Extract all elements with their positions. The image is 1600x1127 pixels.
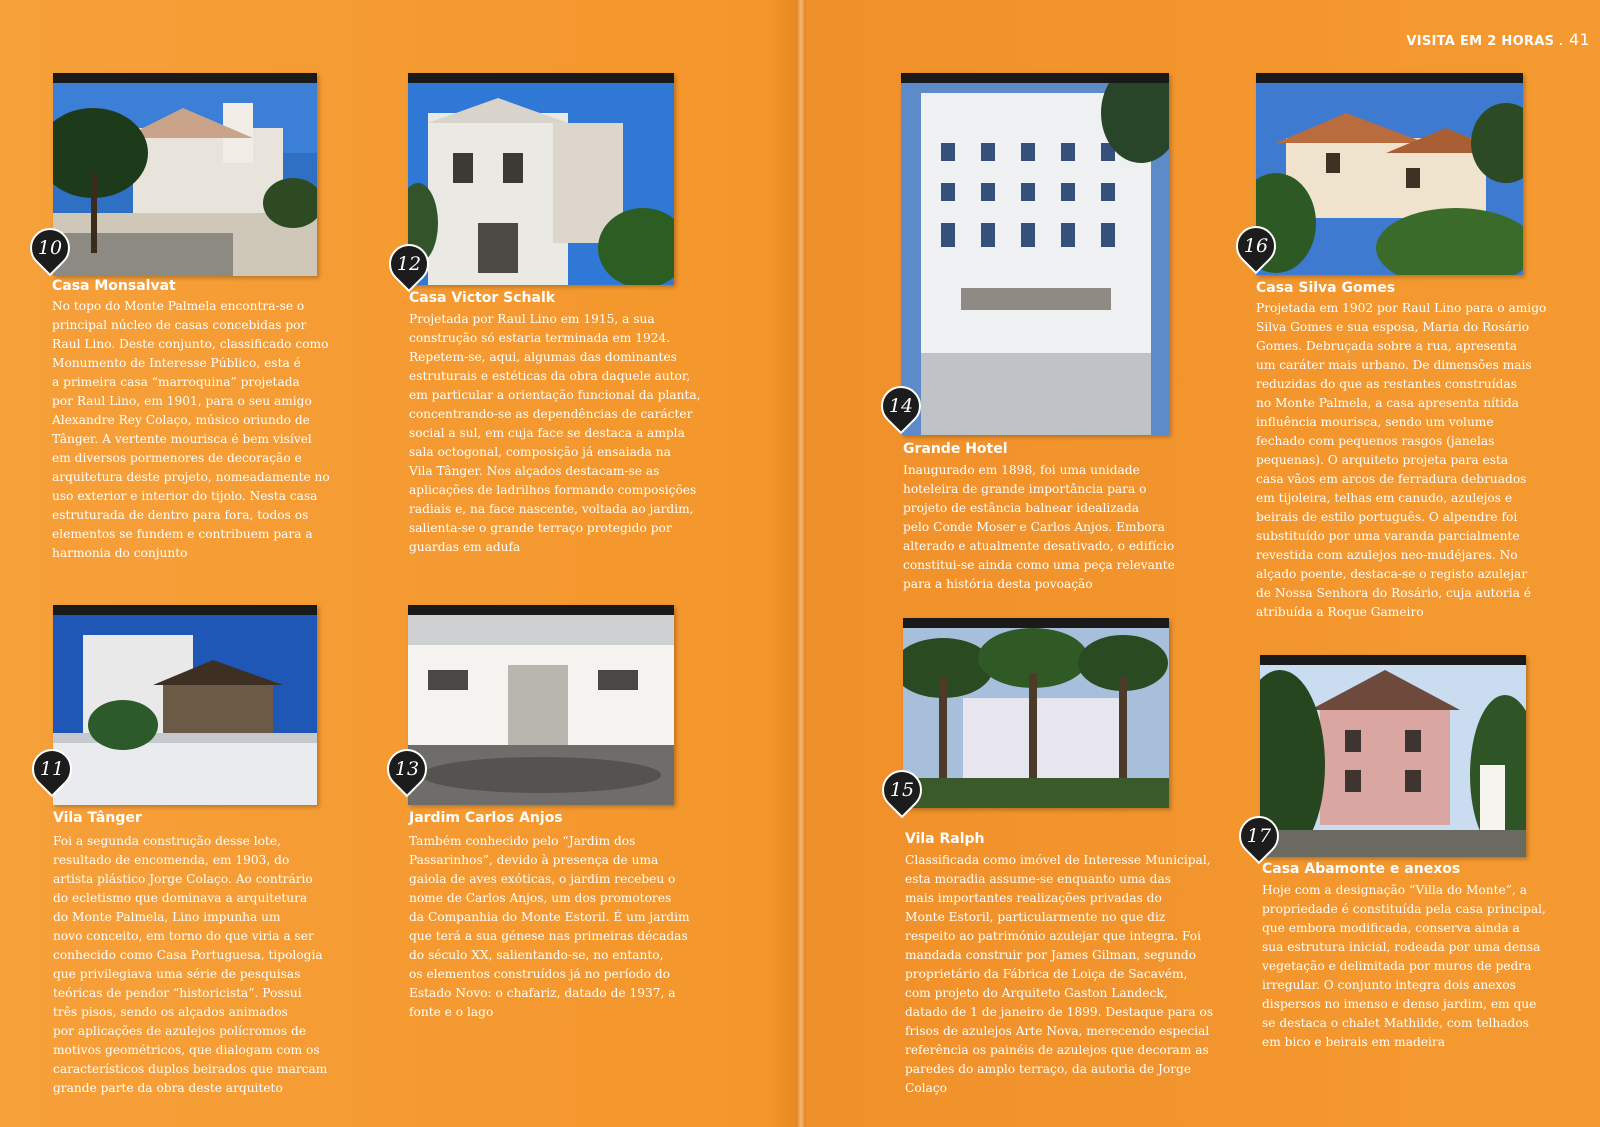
text-line: estruturais e estéticas da obra daquele autor,: [409, 369, 691, 383]
entry-body: [903, 461, 1223, 594]
text-line: revestida com azulejos neo-mudéjares. No: [1256, 548, 1518, 562]
text-line: frisos de azulejos Arte Nova, merecendo especial: [905, 1024, 1210, 1038]
photo-jardim-carlos-anjos: [408, 605, 674, 805]
text-line: Inaugurado em 1898, foi uma unidade: [903, 463, 1140, 477]
text-line: Alexandre Rey Colaço, músico oriundo de: [52, 413, 310, 427]
text-line: uso exterior e interior do tijolo. Nesta casa: [52, 489, 318, 503]
text-line: Silva Gomes e sua esposa, Maria do Rosário: [1256, 320, 1530, 334]
section-title: VISITA EM 2 HORAS: [1406, 34, 1555, 49]
pin-number: 17: [1246, 825, 1272, 847]
text-line: mais importantes realizações privadas do: [905, 891, 1162, 905]
pin-number: 11: [39, 758, 65, 780]
text-line: grande parte da obra deste arquiteto: [53, 1081, 283, 1095]
photo-grande-hotel: [901, 73, 1169, 435]
text-line: de Nossa Senhora do Rosário, cuja autoria é: [1256, 586, 1531, 600]
entry-title: Casa Victor Schalk: [409, 290, 556, 306]
text-line: salienta-se o grande terraço protegido por: [409, 521, 672, 535]
text-line: hoteleira de grande importância para o: [903, 482, 1147, 496]
text-line: se destaca o chalet Mathilde, com telhados: [1262, 1016, 1529, 1030]
text-line: novo conceito, em torno do que viria a ser: [53, 929, 314, 943]
photo-vila-tanger: [53, 605, 317, 805]
text-line: Passarinhos”, devido à presença de uma: [409, 853, 659, 867]
pin-number: 12: [396, 253, 422, 275]
text-line: respeito ao património azulejar que integra. Foi: [905, 929, 1201, 943]
text-line: em bico e beirais em madeira: [1262, 1035, 1445, 1049]
text-line: No topo do Monte Palmela encontra-se o: [52, 299, 305, 313]
page-header: [1406, 30, 1590, 49]
text-line: Estado Novo: o chafariz, datado de 1937, a: [409, 986, 676, 1000]
entry-title: Jardim Carlos Anjos: [409, 810, 563, 826]
pin-number: 10: [37, 237, 63, 259]
text-line: estruturada de dentro para fora, todos os: [52, 508, 309, 522]
text-line: motivos geométricos, que dialogam com os: [53, 1043, 320, 1057]
text-line: que privilegiava uma série de pesquisas: [53, 967, 301, 981]
text-line: do Monte Palmela, Lino impunha um: [53, 910, 281, 924]
text-line: irregular. O conjunto integra dois anexos: [1262, 978, 1516, 992]
text-line: social a sul, em cuja face se destaca a ampla: [409, 426, 685, 440]
text-line: Colaço: [905, 1081, 947, 1095]
text-line: da Companhia do Monte Estoril. É um jardim: [409, 910, 690, 924]
page-fold: [796, 0, 806, 1127]
text-line: casa vãos em arcos de ferradura debruados: [1256, 472, 1527, 486]
text-line: do ecletismo que dominava a arquitetura: [53, 891, 308, 905]
text-line: conhecido como Casa Portuguesa, tipologia: [53, 948, 323, 962]
text-line: construção só estaria terminada em 1924.: [409, 331, 671, 345]
text-line: Projetada por Raul Lino em 1915, a sua: [409, 312, 655, 326]
text-line: que terá a sua génese nas primeiras décadas: [409, 929, 688, 943]
entry-title: Vila Tânger: [53, 810, 142, 826]
text-line: nome de Carlos Anjos, um dos promotores: [409, 891, 672, 905]
text-line: fonte e o lago: [409, 1005, 494, 1019]
text-line: atribuída a Roque Gameiro: [1256, 605, 1424, 619]
text-line: três pisos, sendo os alçados animados: [53, 1005, 288, 1019]
text-line: guardas em adufa: [409, 540, 521, 554]
entry-body: [1262, 881, 1582, 1052]
entry-body: [905, 851, 1245, 1098]
text-line: sala octogonal, composição já ensaiada na: [409, 445, 671, 459]
text-line: do século XX, salientando-se, no entanto,: [409, 948, 664, 962]
text-line: artista plástico Jorge Colaço. Ao contrário: [53, 872, 313, 886]
text-line: Raul Lino. Deste conjunto, classificado como: [52, 337, 329, 351]
text-line: que embora modificada, conserva ainda a: [1262, 921, 1520, 935]
text-line: aplicações de ladrilhos formando composições: [409, 483, 697, 497]
text-line: em tijoleira, telhas em canudo, azulejos e: [1256, 491, 1513, 505]
text-line: teóricas de pendor “historicista”. Possui: [53, 986, 302, 1000]
text-line: constitui-se ainda como uma peça relevante: [903, 558, 1175, 572]
text-line: Também conhecido pelo “Jardim dos: [409, 834, 636, 848]
entry-body: [409, 310, 729, 557]
text-line: substituído por uma varanda parcialmente: [1256, 529, 1520, 543]
text-line: Repetem-se, aqui, algumas das dominantes: [409, 350, 677, 364]
text-line: alçado poente, destaca-se o registo azulejar: [1256, 567, 1528, 581]
text-line: Projetada em 1902 por Raul Lino para o amigo: [1256, 301, 1547, 315]
text-line: beirais de estilo português. O alpendre foi: [1256, 510, 1518, 524]
text-line: em diversos pormenores de decoração e: [52, 451, 302, 465]
text-line: elementos se fundem e contribuem para a: [52, 527, 313, 541]
pin-number: 13: [394, 758, 420, 780]
text-line: vegetação e delimitada por muros de pedra: [1262, 959, 1532, 973]
text-line: mandada construir por James Gilman, segundo: [905, 948, 1197, 962]
text-line: os elementos construídos já no período do: [409, 967, 670, 981]
text-line: harmonia do conjunto: [52, 546, 188, 560]
entry-body: [53, 832, 363, 1098]
entry-body: [1256, 299, 1586, 622]
text-line: para a história desta povoação: [903, 577, 1093, 591]
text-line: proprietário da Fábrica de Loiça de Sacavém,: [905, 967, 1188, 981]
photo-vila-ralph: [903, 618, 1169, 808]
text-line: resultado de encomenda, em 1903, do: [53, 853, 290, 867]
page-number: . 41: [1558, 30, 1590, 49]
text-line: projeto de estância balnear idealizada: [903, 501, 1140, 515]
text-line: alterado e atualmente desativado, o edifício: [903, 539, 1175, 553]
text-line: reduzidas do que as restantes construídas: [1256, 377, 1517, 391]
photo-casa-victor-schalk: [408, 73, 674, 285]
text-line: datado de 1 de janeiro de 1899. Destaque para os: [905, 1005, 1214, 1019]
photo-casa-monsalvat: [53, 73, 317, 276]
text-line: principal núcleo de casas concebidas por: [52, 318, 307, 332]
text-line: concentrando-se as dependências de carácter: [409, 407, 693, 421]
text-line: por aplicações de azulejos polícromos de: [53, 1024, 307, 1038]
text-line: em particular a orientação funcional da planta,: [409, 388, 701, 402]
entry-title: Casa Abamonte e anexos: [1262, 861, 1461, 877]
text-line: Hoje com a designação “Villa do Monte”, a: [1262, 883, 1527, 897]
pin-number: 16: [1243, 235, 1269, 257]
text-line: propriedade é constituída pela casa principal,: [1262, 902, 1546, 916]
text-line: fechado com pequenos rasgos (janelas: [1256, 434, 1495, 448]
text-line: pequenas). O arquiteto projeta para esta: [1256, 453, 1509, 467]
entry-body: [409, 832, 729, 1022]
text-line: radiais e, na face nascente, voltada ao jardim,: [409, 502, 694, 516]
text-line: esta moradia assume-se enquanto uma das: [905, 872, 1171, 886]
text-line: arquitetura deste projeto, nomeadamente no: [52, 470, 330, 484]
text-line: dispersos no imenso e denso jardim, em que: [1262, 997, 1537, 1011]
text-line: paredes do amplo terraço, da autoria de Jorge: [905, 1062, 1192, 1076]
pin-number: 14: [888, 395, 914, 417]
text-line: Monte Estoril, particularmente no que diz: [905, 910, 1166, 924]
text-line: Monumento de Interesse Público, esta é: [52, 356, 301, 370]
entry-title: Grande Hotel: [903, 441, 1008, 457]
photo-casa-silva-gomes: [1256, 73, 1523, 275]
entry-title: Casa Monsalvat: [52, 278, 176, 294]
pin-number: 15: [889, 779, 915, 801]
text-line: Foi a segunda construção desse lote,: [53, 834, 281, 848]
entry-body: [52, 297, 352, 563]
text-line: Tânger. A vertente mourisca é bem visível: [52, 432, 312, 446]
text-line: gaiola de aves exóticas, o jardim recebeu o: [409, 872, 676, 886]
text-line: influência mourisca, sendo um volume: [1256, 415, 1494, 429]
text-line: por Raul Lino, em 1901, para o seu amigo: [52, 394, 312, 408]
text-line: pelo Conde Moser e Carlos Anjos. Embora: [903, 520, 1165, 534]
text-line: um caráter mais urbano. De dimensões mais: [1256, 358, 1532, 372]
text-line: característicos duplos beirados que marcam: [53, 1062, 328, 1076]
text-line: no Monte Palmela, a casa apresenta nítida: [1256, 396, 1519, 410]
text-line: Gomes. Debruçada sobre a rua, apresenta: [1256, 339, 1518, 353]
entry-title: Vila Ralph: [905, 831, 985, 847]
text-line: referência os painéis de azulejos que decoram as: [905, 1043, 1209, 1057]
text-line: Classificada como imóvel de Interesse Municipal,: [905, 853, 1211, 867]
text-line: Vila Tânger. Nos alçados destacam-se as: [409, 464, 660, 478]
entry-title: Casa Silva Gomes: [1256, 280, 1396, 296]
text-line: com projeto do Arquiteto Gaston Landeck,: [905, 986, 1168, 1000]
text-line: sua estrutura inicial, rodeada por uma densa: [1262, 940, 1541, 954]
text-line: a primeira casa “marroquina” projetada: [52, 375, 300, 389]
photo-casa-abamonte: [1260, 655, 1526, 857]
